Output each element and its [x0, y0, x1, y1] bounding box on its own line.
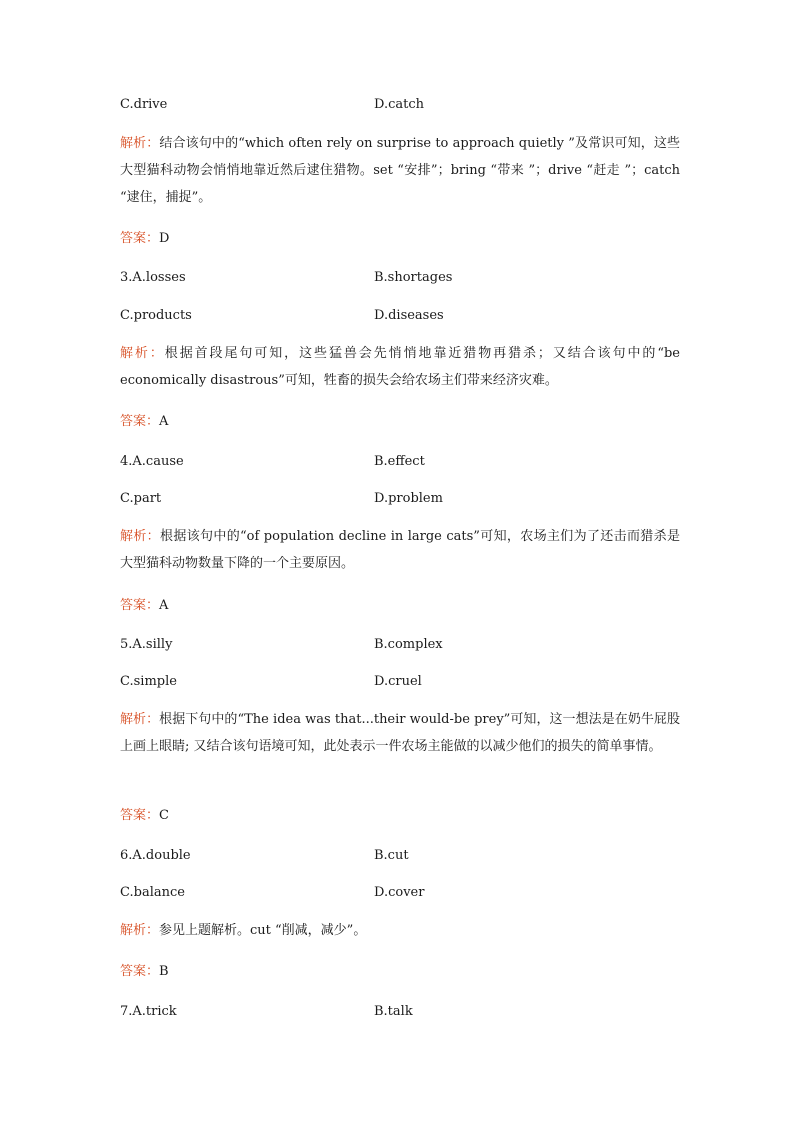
q7-option-a: 7.A.trick — [120, 1004, 177, 1019]
q5-option-c: C.simple — [120, 674, 177, 689]
answer-value: B — [159, 964, 169, 979]
answer-label: 答案： — [120, 414, 160, 429]
q3-option-c: C.products — [120, 308, 192, 323]
q3-option-a: 3.A.losses — [120, 270, 186, 285]
q4-option-c: C.part — [120, 491, 162, 506]
analysis-text: 根据该句中的“of population decline in large cats”可知，农场主们为了还击而猎杀是大型猫科动物数量下降的一个主要原因。 — [120, 529, 680, 571]
q2-answer — [120, 230, 680, 248]
q5-option-a: 5.A.silly — [120, 637, 173, 652]
q2-analysis — [120, 130, 680, 211]
answer-value: A — [159, 414, 169, 429]
q7-option-b: B.talk — [374, 1004, 413, 1019]
q6-option-d: D.cover — [374, 885, 425, 900]
answer-value: D — [159, 231, 170, 246]
q6-option-c: C.balance — [120, 885, 185, 900]
q6-option-b: B.cut — [374, 848, 409, 863]
analysis-label: 解析： — [120, 923, 160, 938]
q2-option-c: C.drive — [120, 97, 168, 112]
q5-option-d: D.cruel — [374, 674, 422, 689]
analysis-label: 解析： — [120, 529, 161, 544]
answer-label: 答案： — [120, 808, 160, 823]
q6-option-a: 6.A.double — [120, 848, 191, 863]
q5-option-b: B.complex — [374, 637, 443, 652]
answer-value: A — [159, 598, 169, 613]
analysis-label: 解析： — [120, 712, 160, 727]
analysis-text: 参见上题解析。cut “削减，减少”。 — [159, 923, 367, 938]
q2-option-d: D.catch — [374, 97, 425, 112]
analysis-text: 根据下句中的“The idea was that...their would-be prey”可知，这一想法是在奶牛屁股上画上眼睛; 又结合该句语境可知，此处表示一件农场主能做的以减少他们的损失的简单事情。 — [120, 712, 680, 754]
answer-value: C — [159, 808, 169, 823]
q3-answer — [120, 413, 680, 431]
q4-option-d: D.problem — [374, 491, 443, 506]
q3-option-d: D.diseases — [374, 308, 444, 323]
answer-label: 答案： — [120, 598, 160, 613]
q3-analysis — [120, 340, 680, 394]
q4-option-b: B.effect — [374, 454, 425, 469]
q4-analysis — [120, 523, 680, 577]
q5-analysis — [120, 706, 680, 760]
analysis-text: 结合该句中的“which often rely on surprise to approach quietly ”及常识可知，这些大型猫科动物会悄悄地靠近然后逮住猎物。set “安排”；bring “带来 ”；drive “赶走 ”；catch “逮住，捕捉”。 — [120, 136, 680, 205]
q4-option-a: 4.A.cause — [120, 454, 184, 469]
answer-label: 答案： — [120, 964, 160, 979]
answer-label: 答案： — [120, 231, 160, 246]
q5-answer — [120, 807, 680, 825]
q6-analysis — [120, 917, 680, 944]
q4-answer — [120, 597, 680, 615]
analysis-label: 解析： — [120, 136, 160, 151]
q3-option-b: B.shortages — [374, 270, 453, 285]
analysis-label: 解析： — [120, 346, 165, 361]
analysis-text: 根据首段尾句可知，这些猛兽会先悄悄地靠近猎物再猎杀；又结合该句中的“be economically disastrous”可知，牲畜的损失会给农场主们带来经济灾难。 — [120, 346, 680, 388]
q6-answer — [120, 963, 680, 981]
